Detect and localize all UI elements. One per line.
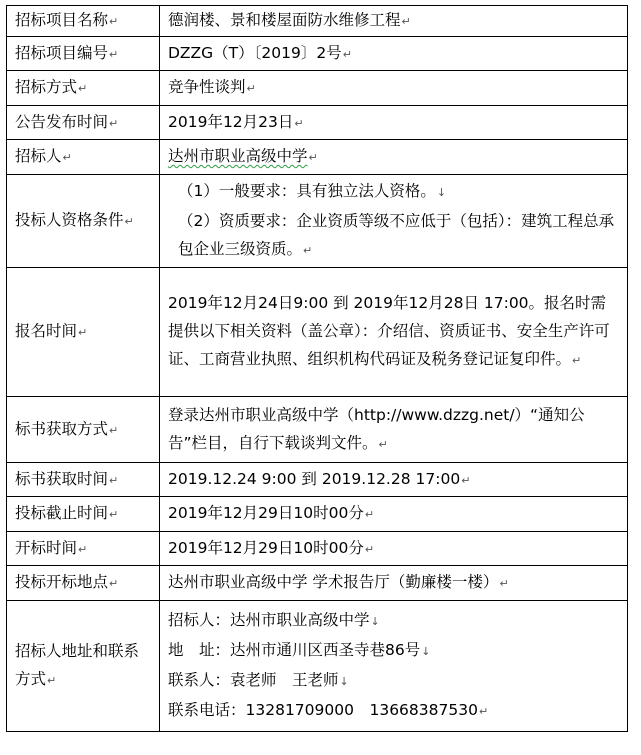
- row-value: [160, 175, 628, 268]
- table-row: [7, 37, 628, 71]
- contact-phone: 联系电话：13281709000 13668387530↵: [168, 701, 489, 719]
- table-row: [7, 566, 628, 601]
- row-label: 投标开标地点↵: [7, 566, 160, 601]
- contact-person: 联系人：袁老师 王老师↓: [168, 671, 349, 689]
- contact-tenderer: 招标人：达州市职业高级中学↓: [168, 611, 380, 629]
- row-value: 达州市职业高级中学 学术报告厅（勤廉楼一楼）↵: [160, 566, 628, 601]
- row-value: 竞争性谈判↵: [160, 71, 628, 106]
- qualification-certificate: （2）资质要求：企业资质等级不应低于（包括）：建筑工程总承包企业三级资质。↵: [178, 212, 615, 258]
- row-label: 报名时间↵: [7, 268, 160, 397]
- table-row: [7, 497, 628, 532]
- row-value: 登录达州市职业高级中学（http://www.dzzg.net/）“通知公告”栏目，自行下载谈判文件。↵: [160, 397, 628, 463]
- table-row: [7, 532, 628, 566]
- row-label: 招标人↵: [7, 140, 160, 175]
- table-row: [7, 268, 628, 397]
- table-row: [7, 6, 628, 37]
- row-label: 投标人资格条件↵: [7, 175, 160, 268]
- row-label: 招标项目名称↵: [7, 6, 160, 37]
- row-label: 标书获取方式↵: [7, 397, 160, 463]
- row-label: 投标截止时间↵: [7, 497, 160, 532]
- row-value: 2019年12月24日9:00 到 2019年12月28日 17:00。报名时需提供以下相关资料（盖公章）：介绍信、资质证书、安全生产许可证、工商营业执照、组织机构代码证及税务登记证复印件。↵: [160, 268, 628, 397]
- row-value: [160, 601, 628, 732]
- row-value: 2019.12.24 9:00 到 2019.12.28 17:00↵: [160, 463, 628, 497]
- table-row: [7, 175, 628, 268]
- table-row: [7, 106, 628, 140]
- contact-address: 地 址：达州市通川区西圣寺巷86号↓: [168, 641, 431, 659]
- row-value: 达州市职业高级中学↵: [160, 140, 628, 175]
- row-value: 2019年12月29日10时00分↵: [160, 532, 628, 566]
- table-row: [7, 463, 628, 497]
- tender-info-table: [6, 5, 628, 732]
- row-value: DZZG（T）〔2019〕2号↵: [160, 37, 628, 71]
- table-row: [7, 71, 628, 106]
- row-label: 开标时间↵: [7, 532, 160, 566]
- table-row: [7, 397, 628, 463]
- row-label: 标书获取时间↵: [7, 463, 160, 497]
- row-label: 招标人地址和联系方式↵: [7, 601, 160, 732]
- row-value: 2019年12月23日↵: [160, 106, 628, 140]
- row-value: 德润楼、景和楼屋面防水维修工程↵: [160, 6, 628, 37]
- row-label: 招标方式↵: [7, 71, 160, 106]
- row-label: 公告发布时间↵: [7, 106, 160, 140]
- row-value: 2019年12月29日10时00分↵: [160, 497, 628, 532]
- table-row: [7, 601, 628, 732]
- row-label: 招标项目编号↵: [7, 37, 160, 71]
- table-row: [7, 140, 628, 175]
- qualification-general: （1）一般要求：具有独立法人资格。↓: [178, 182, 447, 200]
